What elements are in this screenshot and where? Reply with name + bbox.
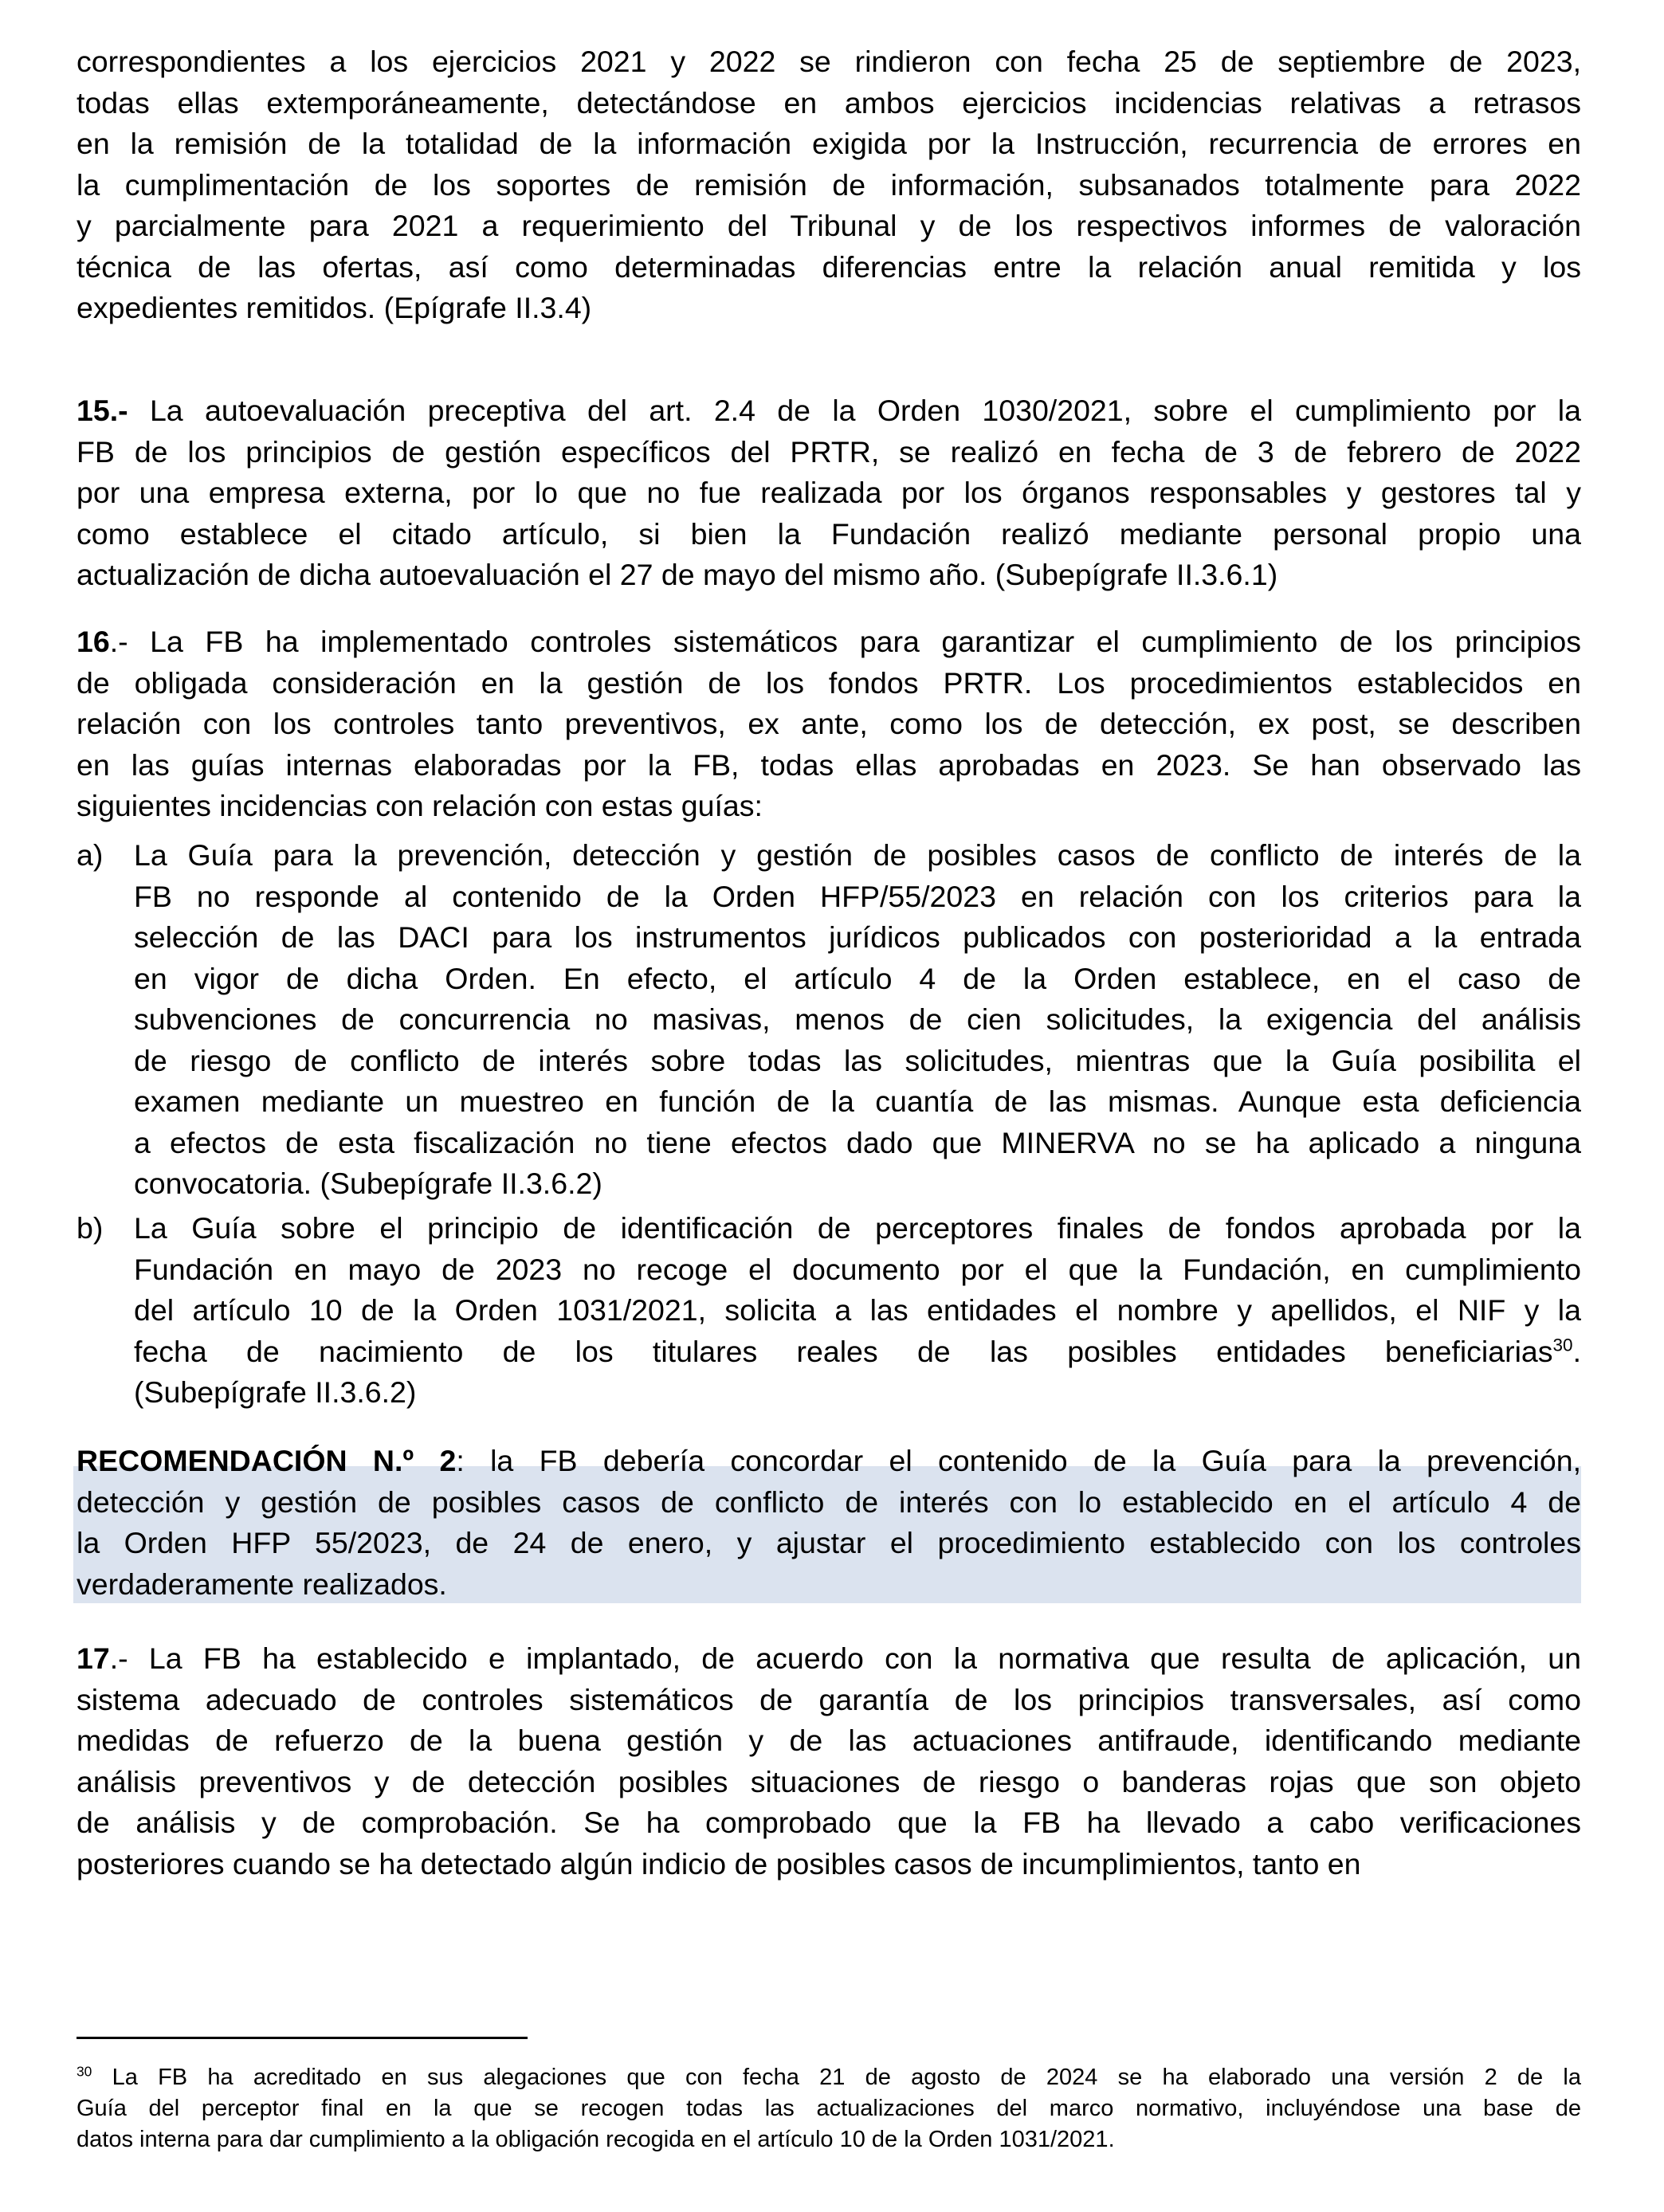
text-line: [77, 1123, 1581, 1164]
line-text: expedientes remitidos. (Epígrafe II.3.4): [77, 291, 592, 324]
line-text: análisis preventivos y de detección posibles situaciones de riesgo o banderas rojas que son objeto: [77, 1764, 1581, 1798]
line-text: FB no responde al contenido de la Orden HFP/55/2023 en relación con los criterios para la: [134, 879, 1581, 913]
lead-label: RECOMENDACIÓN N.º 2: [77, 1444, 457, 1477]
lead-label: 16: [77, 625, 110, 658]
line-text: convocatoria. (Subepígrafe II.3.6.2): [134, 1167, 602, 1200]
line-text: la Orden HFP 55/2023, de 24 de enero, y ajustar el procedimiento establecido con los controles: [77, 1526, 1581, 1559]
paragraph-14-continuation: [77, 41, 1581, 329]
lead-label: 15.-: [77, 394, 128, 427]
line-text: Fundación en mayo de 2023 no recoge el documento por el que la Fundación, en cumplimiento: [134, 1252, 1581, 1286]
text-line: [77, 390, 1581, 432]
text-line: [77, 83, 1581, 124]
line-text: siguientes incidencias con relación con estas guías:: [77, 789, 763, 822]
text-line: [77, 835, 1581, 877]
line-text: del artículo 10 de la Orden 1031/2021, solicita a las entidades el nombre y apellidos, el NIF y la: [134, 1293, 1581, 1327]
line-text: (Subepígrafe II.3.6.2): [134, 1375, 417, 1409]
footnote-line: [77, 2062, 1581, 2093]
text-line: [77, 1482, 1581, 1524]
text-line: [77, 473, 1581, 514]
line-text: La Guía para la prevención, detección y gestión de posibles casos de conflicto de interés de la: [134, 838, 1581, 872]
text-line: [77, 786, 1581, 827]
line-text: subvenciones de concurrencia no masivas, menos de cien solicitudes, la exigencia del análisis: [134, 1002, 1581, 1036]
text-line: [77, 1372, 1581, 1414]
line-text: en las guías internas elaboradas por la FB, todas ellas aprobadas en 2023. Se han observado las: [77, 747, 1581, 782]
line-text: de riesgo de conflicto de interés sobre todas las solicitudes, mientras que la Guía posibilita el: [134, 1043, 1581, 1077]
text-line: [77, 917, 1581, 959]
text-line: [77, 1844, 1581, 1885]
footnote-line: [77, 2093, 1581, 2124]
line-text: correspondientes a los ejercicios 2021 y 2022 se rindieron con fecha 25 de septiembre de 2023,: [77, 45, 1581, 78]
line-text: de análisis y de comprobación. Se ha comprobado que la FB ha llevado a cabo verificaciones: [77, 1806, 1581, 1839]
text-line: [77, 432, 1581, 473]
text-line: [77, 1762, 1581, 1803]
text-line: [77, 1041, 1581, 1082]
text-line: [77, 877, 1581, 918]
text-line: [77, 1638, 1581, 1680]
paragraph-15: [77, 390, 1581, 596]
text-line: [77, 206, 1581, 247]
line-text: La autoevaluación preceptiva del art. 2.4 de la Orden 1030/2021, sobre el cumplimiento por la: [128, 394, 1581, 427]
line-text: La Guía sobre el principio de identificación de perceptores finales de fondos aprobada por la: [134, 1211, 1581, 1245]
text-line: [77, 1564, 1581, 1606]
line-text: como establece el citado artículo, si bien la Fundación realizó mediante personal propio una: [77, 516, 1581, 551]
text-line: [77, 1441, 1581, 1482]
footnote-30: [77, 2062, 1581, 2155]
text-line: [77, 622, 1581, 663]
footnote-text: La FB ha acreditado en sus alegaciones que con fecha 21 de agosto de 2024 se ha elaborado una versión 2 de la: [92, 2065, 1581, 2090]
text-line: [77, 745, 1581, 786]
text-line: [77, 165, 1581, 206]
line-text: : la FB debería concordar el contenido de la Guía para la prevención,: [456, 1444, 1581, 1477]
footnote-line: [77, 2124, 1581, 2155]
item-16a: [77, 835, 1581, 1205]
text-line: [77, 704, 1581, 745]
line-text: en la remisión de la totalidad de la información exigida por la Instrucción, recurrencia de errores en: [77, 127, 1581, 160]
footnote-reference[interactable]: 30: [1552, 1335, 1573, 1355]
text-line: [77, 1163, 1581, 1205]
text-line: [77, 999, 1581, 1041]
line-text: por una empresa externa, por lo que no fue realizada por los órganos responsables y gestores tal y: [77, 476, 1581, 509]
list-marker: a): [77, 838, 104, 872]
line-text: posteriores cuando se ha detectado algún indicio de posibles casos de incumplimientos, tanto en: [77, 1846, 1361, 1881]
line-text: todas ellas extemporáneamente, detectándose en ambos ejercicios incidencias relativas a retrasos: [77, 85, 1581, 120]
line-text: sistema adecuado de controles sistemáticos de garantía de los principios transversales, así como: [77, 1682, 1581, 1716]
text-line: fecha de nacimiento de los titulares reales de las posibles entidades beneficiarias$^{30}$.: [134, 1334, 1581, 1368]
text-line: [77, 41, 1581, 83]
text-line: [77, 288, 1581, 329]
line-text: relación con los controles tanto preventivos, ex ante, como los de detección, ex post, se describen: [77, 707, 1581, 740]
line-text: medidas de refuerzo de la buena gestión y de las actuaciones antifraude, identificando mediante: [77, 1724, 1581, 1757]
line-text: .- La FB ha establecido e implantado, de acuerdo con la normativa que resulta de aplicación, un: [109, 1641, 1581, 1675]
text-line: [77, 1680, 1581, 1721]
text-line: [77, 1802, 1581, 1844]
text-line: [77, 124, 1581, 165]
line-text: a efectos de esta fiscalización no tiene efectos dado que MINERVA no se ha aplicado a ninguna: [134, 1125, 1581, 1159]
line-text: en vigor de dicha Orden. En efecto, el artículo 4 de la Orden establece, en el caso de: [134, 961, 1581, 995]
footnote-text: Guía del perceptor final en la que se recogen todas las actualizaciones del marco normativo, incluyéndose una base de: [77, 2096, 1581, 2121]
text-line: [77, 247, 1581, 288]
line-text: examen mediante un muestreo en función de la cuantía de las mismas. Aunque esta deficiencia: [134, 1084, 1581, 1118]
line-text: técnica de las ofertas, así como determinadas diferencias entre la relación anual remitida y los: [77, 249, 1581, 284]
text-line: [77, 1290, 1581, 1332]
list-marker: b): [77, 1211, 104, 1245]
line-text: detección y gestión de posibles casos de conflicto de interés con lo establecido en el artículo 4 de: [77, 1484, 1581, 1519]
paragraph-16: [77, 622, 1581, 827]
line-text: de obligada consideración en la gestión de los fondos PRTR. Los procedimientos establecidos en: [77, 665, 1581, 700]
text-line: [77, 1081, 1581, 1123]
line-text: .- La FB ha implementado controles sistemáticos para garantizar el cumplimiento de los principios: [109, 625, 1581, 658]
line-text: selección de las DACI para los instrumentos jurídicos publicados con posterioridad a la entrada: [134, 920, 1581, 954]
line-text: verdaderamente realizados.: [77, 1567, 447, 1601]
line-text: la cumplimentación de los soportes de remisión de información, subsanados totalmente para 2022: [77, 167, 1581, 202]
footnote-separator: [77, 2037, 528, 2039]
text-line: [77, 1208, 1581, 1249]
line-text: fecha de nacimiento de los titulares reales de las posibles entidades beneficiarias: [134, 1334, 1553, 1368]
line-text: y parcialmente para 2021 a requerimiento del Tribunal y de los respectivos informes de valoración: [77, 209, 1581, 242]
paragraph-17: [77, 1638, 1581, 1885]
footnote-number: 30: [77, 2063, 92, 2080]
text-line: [77, 959, 1581, 1000]
text-line: [77, 663, 1581, 704]
footnote-text: datos interna para dar cumplimiento a la obligación recogida en el artículo 10 de la Orden 1031/2021.: [77, 2127, 1115, 2152]
recommendation-2: [77, 1441, 1581, 1605]
line-text: FB de los principios de gestión específicos del PRTR, se realizó en fecha de 3 de febrero de 2022: [77, 434, 1581, 469]
text-line: [77, 1249, 1581, 1291]
text-line: [77, 555, 1581, 596]
line-text: actualización de dicha autoevaluación el 27 de mayo del mismo año. (Subepígrafe II.3.6.1): [77, 558, 1278, 591]
text-line: [77, 1523, 1581, 1564]
text-line: [77, 1720, 1581, 1762]
item-16b: [77, 1208, 1581, 1414]
text-line: [77, 514, 1581, 555]
lead-label: 17: [77, 1641, 110, 1675]
